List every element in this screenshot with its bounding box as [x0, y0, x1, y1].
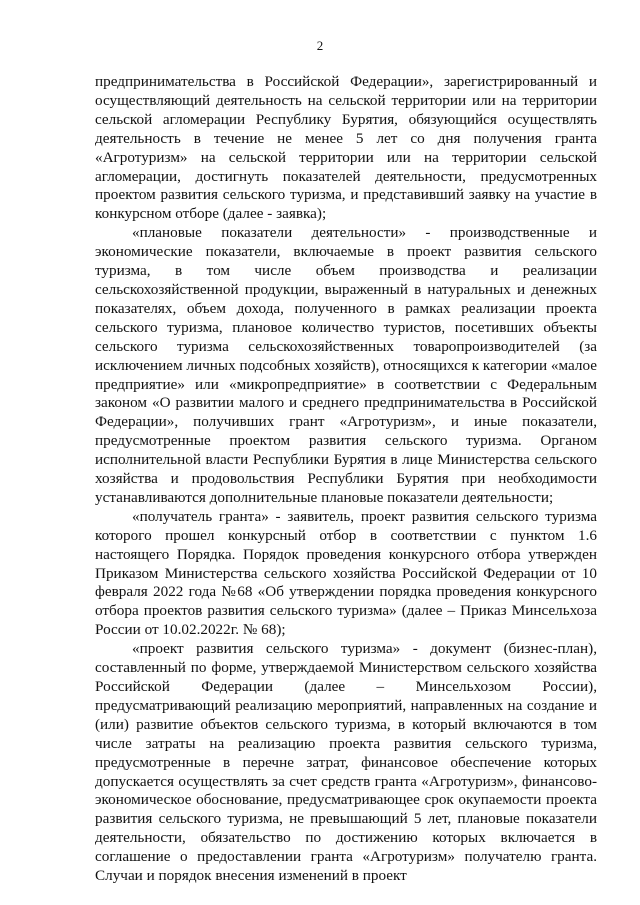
paragraph-grant-recipient: «получатель гранта» - заявитель, проект развития сельского туризма которого прошел конкурсный отбор в соответствии с пунктом 1.6 настоящего Порядка. Порядок проведения конкурсного отбора утвержден Приказом Министерства сельского хозяйства Российской Федерации от 10 февраля 2022 года №68 «Об утверждении порядка проведения конкурсного отбора проектов развития сельского туризма» (далее – Приказ Минсельхоза России от 10.02.2022г. № 68);	[95, 507, 597, 639]
page-number: 2	[316, 38, 324, 53]
paragraph-tourism-project: «проект развития сельского туризма» - документ (бизнес-план), составленный по форме, утверждаемой Министерством сельского хозяйства Российской Федерации (далее – Минсельхозом России), предусматривающий реализацию мероприятий, направленных на создание и (или) развитие объектов сельского туризма, в который включаются в том числе затраты на реализацию проекта развития сельского туризма, предусмотренные в перечне затрат, финансовое обеспечение которых допускается осуществлять за счет средств гранта «Агротуризм», финансово-экономическое обоснование, предусматривающее срок окупаемости проекта развития сельского туризма, не превышающий 5 лет, плановые показатели деятельности, обязательство по достижению которых включается в соглашение о предоставлении гранта «Агротуризм» получателю гранта. Случаи и порядок внесения изменений в проект	[95, 640, 597, 885]
paragraph-planned-indicators: «плановые показатели деятельности» - производственные и экономические показатели, включаемые в проект развития сельского туризма, в том числе объем производства и реализации сельскохозяйственной продукции, выраженный в натуральных и денежных показателях, объем дохода, полученного в рамках реализации проекта сельского туризма, плановое количество туристов, посетивших объекты сельского туризма сельскохозяйственных товаропроизводителей (за исключением личных подсобных хозяйств), относящихся к категории «малое предприятие» или «микропредприятие» в соответствии с Федеральным законом «О развитии малого и среднего предпринимательства в Российской Федерации», получивших грант «Агротуризм», и иные показатели, предусмотренные проектом развития сельского туризма. Органом исполнительной власти Республики Бурятия в лице Министерства сельского хозяйства и продовольствия Республики Бурятия при необходимости устанавливаются дополнительные плановые показатели деятельности;	[95, 224, 597, 506]
document-body	[95, 73, 597, 886]
paragraph-1: предпринимательства в Российской Федерации», зарегистрированный и осуществляющий деятельность на сельской территории или на территории сельской агломерации Республику Бурятия, обязующийся осуществлять деятельность в течение не менее 5 лет со дня получения гранта «Агротуризм» на сельской территории или на территории сельской агломерации, достигнуть показателей деятельности, предусмотренных проектом развития сельского туризма, и представивший заявку на участие в конкурсном отборе (далее - заявка);	[95, 73, 597, 223]
